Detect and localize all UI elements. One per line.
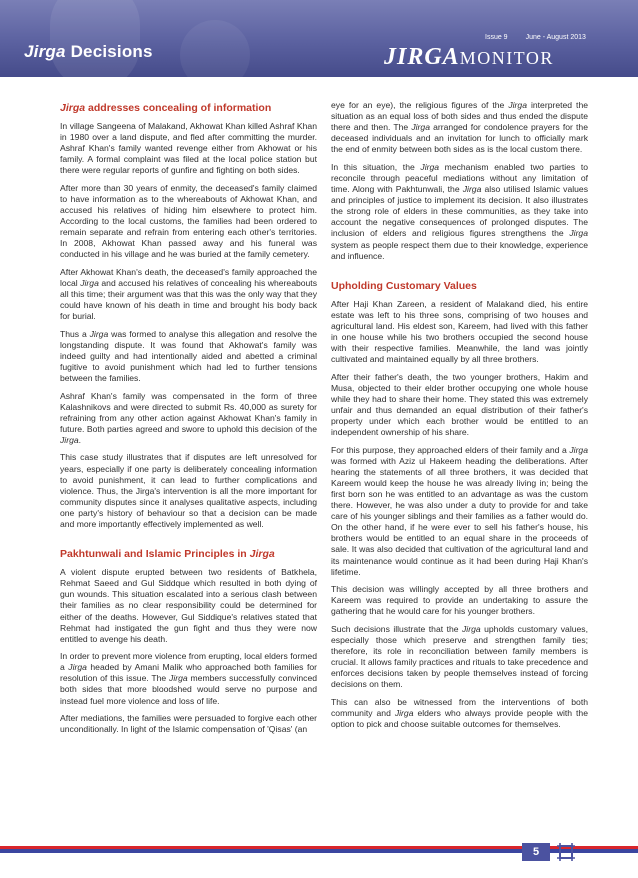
paragraph: This decision was willingly accepted by all three brothers and Kareem was required to provide an undertaking to assure the gathering that he would care for his younger brothers.: [331, 584, 588, 617]
paragraph: After Haji Khan Zareen, a resident of Malakand died, his entire estate was left to his three sons, comprising of two houses and agricultural land. His eldest son, Kareem, had lived with this father in one house while his two brothers occupied the second house with their respective families. Meanwhile, the land was jointly cultivated and maintained equally by all three brothers.: [331, 298, 588, 365]
paragraph: Ashraf Khan's family was compensated in the form of three Kalashnikovs and were directed to submit Rs. 40,000 as surety for refraining from any other action against Akhowat Khan's family in future. Both parties agreed and swore to uphold this decision of the Jirga.: [60, 390, 317, 445]
paragraph: In this situation, the Jirga mechanism enabled two parties to reconcile through peaceful mediations without any limitation of time. Along with Pakhtunwali, the Jirga also utilised Islamic values and principles of justice to implement its decision. It also illustrates the strong role of elders in these communities, as they take into account the negative consequences of prolonged disputes. The inclusion of elders and religious figures strengthens the Jirga system as people respect them due to their knowledge, experience and influence.: [331, 161, 589, 261]
issue-info: [485, 34, 604, 41]
page-number: 5: [522, 843, 550, 861]
paragraph: A violent dispute erupted between two residents of Batkhela, Rehmat Saeed and Gul Siddque which resulted in both dying of gun wounds. This situation escalated into a serious clash between their families as no clear responsibility could be determined for either of the deaths. However, Gul Siddique's relatives stated that Rehmat had instigated the gun fight and thus they were now entitled to avenge his death.: [60, 567, 317, 644]
right-column: [331, 100, 588, 736]
paragraph: This can also be witnessed from the interventions of both community and Jirga elders who always provide people with the option to pick and choose suitable outcomes for themselves.: [331, 696, 588, 729]
article-heading: Jirga addresses concealing of information: [60, 102, 272, 114]
page-header: [0, 0, 638, 77]
section-title: Jirga Decisions: [24, 42, 153, 61]
issue-date: June - August 2013: [525, 34, 586, 41]
paragraph: After mediations, the families were persuaded to forgive each other unconditionally. In light of the Islamic compensation of 'Qisas' (an: [60, 713, 317, 735]
article-heading: Pakhtunwali and Islamic Principles in Jirga: [60, 548, 275, 561]
paragraph: For this purpose, they approached elders of their family and a Jirga was formed with Aziz ul Hakeem heading the deliberations. After hearing the statements of all three brothers, it was decided that Kareem would keep the house he was already living in; being the first born son he was entitled to an advantage as was the custom there. However, he was also under a duty to provide for and take care of his younger siblings and their families as a father would do. On the other hand, if he were ever to sell his father's house, his brothers would be entitled to an equal share in the proceeds of sale. It was also decided that cultivation of the agricultural land and its maintenance would continue as it had been during Haji Khan's lifetime.: [331, 444, 588, 577]
paragraph: eye for an eye), the religious figures of the Jirga interpreted the situation as an equal loss of both sides and thus ended the dispute there and then. The Jirga arranged for condolence prayers for the deceased individuals and an invitation for lunch to officially mark the end of enmity between both sides as is the local custom there.: [331, 100, 588, 155]
paragraph: After their father's death, the two younger brothers, Hakim and Musa, objected to their elder brother occupying one whole house while they had to share their home. They stated this was extremely unfair and thus demanded an equal distribution of their father's property under which each brother would be entitled to an independent ownership of his share.: [331, 371, 588, 438]
paragraph: After Akhowat Khan's death, the deceased's family approached the local Jirga and accused his relatives of concealing his whereabouts all this time; their argument was that this was the only way that they could have known of his death in time and brought his body back for burial.: [60, 266, 317, 322]
header-decoration: [180, 20, 250, 77]
frame-corner-icon: [556, 842, 576, 862]
masthead-logo: JIRGAMONITOR: [384, 44, 554, 70]
header-decoration: [50, 0, 140, 77]
paragraph: Such decisions illustrate that the Jirga upholds customary values, especially those which preserve and strengthen family ties; therefore, its role in reconciliation between family members is crucial. It allows family practices and rituals to take precedence and enforces decisions taken by people themselves instead of forcing decisions on them.: [331, 623, 588, 690]
paragraph: In order to prevent more violence from erupting, local elders formed a Jirga headed by Amani Malik who approached both families for resolution of this issue. The Jirga members successfully convinced both sides that more bloodshed would serve no purpose and instead fuel more violence and loss of life.: [60, 651, 318, 706]
left-column: [60, 100, 317, 742]
paragraph: Thus a Jirga was formed to analyse this allegation and resolve the longstanding dispute. It was found that Akhowat's family was indeed guilty and had intentionally aided and abetted a criminal fugitive to avoid punishment which had led to further tensions between the families.: [60, 328, 317, 384]
paragraph: After more than 30 years of enmity, the deceased's family claimed to have information as to the whereabouts of Akhowat Khan, and accused his relatives of hiding him elsewhere to protect him. According to the local customs, the families had been ordered to remain separate and refrain from entering each other's territories. In 2008, Akhowat Khan passed away and his funeral was conducted in his village and he was buried at the family cemetery.: [60, 182, 317, 260]
article-heading: Upholding Customary Values: [331, 279, 477, 292]
paragraph: In village Sangeena of Malakand, Akhowat Khan killed Ashraf Khan in 1980 over a land dispute, and fled after committing the murder. Ashraf Khan's family wanted revenge either from Akhowat or his family. A formal complaint was filed at the local police station but there were regular reports of gunfire and fighting on both sides.: [60, 121, 317, 176]
paragraph: This case study illustrates that if disputes are left unresolved for years, especially if one party is deliberately concealing information to avoid punishment, it can lead to further complications and violence. Thus, the Jirga's intervention is all the more important for community disputes since it analyses qualitative aspects, including one party's history of behaviour so that a decision can be made and more importantly effectively implemented as well.: [60, 452, 317, 530]
issue-number: Issue 9: [485, 34, 508, 41]
